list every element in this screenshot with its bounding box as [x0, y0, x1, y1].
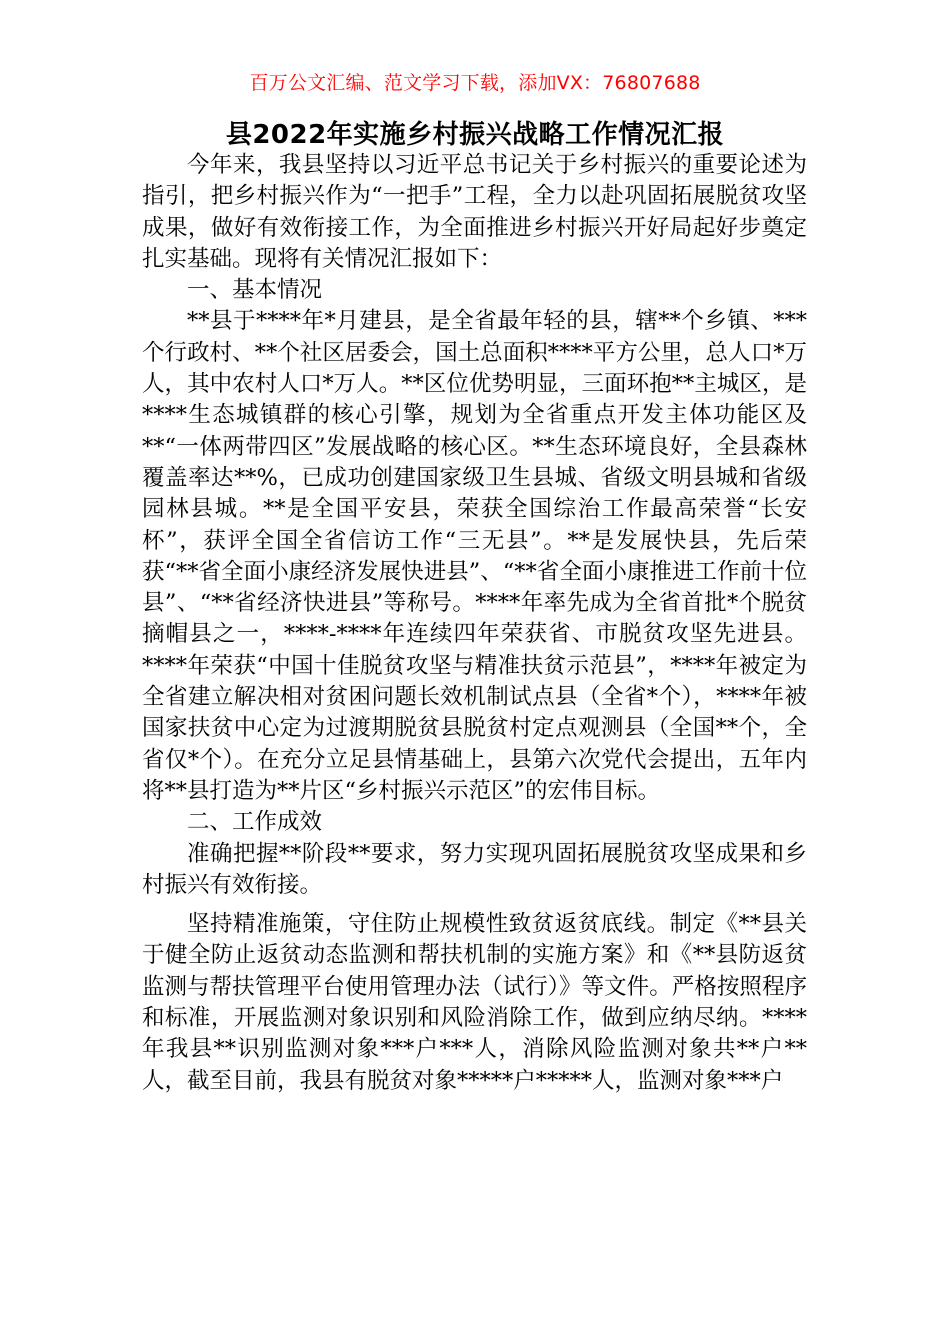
paragraph-basic-situation: **县于****年*月建县，是全省最年轻的县，辖**个乡镇、***个行政村、**个社区居委会，国土总面积****平方公里，总人口*万人，其中农村人口*万人。**区位优势明显，三面环抱**主城区，是****生态城镇群的核心引擎，规划为全省重点开发主体功能区及**“一体两带四区”发展战略的核心区。**生态环境良好，全县森林覆盖率达**%，已成功创建国家级卫生县城、省级文明县城和省级园林县城。**是全国平安县，荣获全国综治工作最高荣誉“长安杯”，获评全国全省信访工作“三无县”。**是发展快县，先后荣获“**省全面小康经济发展快进县”、“**省全面小康推进工作前十位县”、“**省经济快进县”等称号。****年率先成为全省首批*个脱贫摘帽县之一，****-****年连续四年荣获省、市脱贫攻坚先进县。****年荣获“中国十佳脱贫攻坚与精准扶贫示范县”，****年被定为全省建立解决相对贫困问题长效机制试点县（全省*个），****年被国家扶贫中心定为过渡期脱贫县脱贫村定点观测县（全国**个，全省仅*个）。在充分立足县情基础上，县第六次党代会提出，五年内将**县打造为**片区“乡村振兴示范区”的宏伟目标。 — [142, 308, 807, 804]
paragraph-work-results-summary: 准确把握**阶段**要求，努力实现巩固拓展脱贫攻坚成果和乡村振兴有效衔接。 — [142, 840, 807, 898]
document-title: 县2022年实施乡村振兴战略工作情况汇报 — [225, 120, 725, 150]
section-heading-work-results: 二、工作成效 — [187, 809, 323, 836]
paragraph-precise-measures: 坚持精准施策，守住防止规模性致贫返贫底线。制定《**县关于健全防止返贫动态监测和帮扶机制的实施方案》和《**县防返贫监测与帮扶管理平台使用管理办法（试行）》等文件。严格按照程序和标准，开展监测对象识别和风险消除工作，做到应纳尽纳。****年我县**识别监测对象***户***人，消除风险监测对象共**户**人，截至目前，我县有脱贫对象*****户*****人，监测对象***户 — [142, 911, 807, 1094]
section-heading-basic-situation: 一、基本情况 — [187, 277, 323, 304]
header-note: 百万公文汇编、范文学习下载，添加VX：76807688 — [249, 72, 701, 94]
document-body — [142, 150, 807, 1097]
paragraph-intro: 今年来，我县坚持以习近平总书记关于乡村振兴的重要论述为指引，把乡村振兴作为“一把手”工程，全力以赴巩固拓展脱贫攻坚成果，做好有效衔接工作，为全面推进乡村振兴开好局起好步奠定扎实基础。现将有关情况汇报如下： — [142, 152, 807, 272]
